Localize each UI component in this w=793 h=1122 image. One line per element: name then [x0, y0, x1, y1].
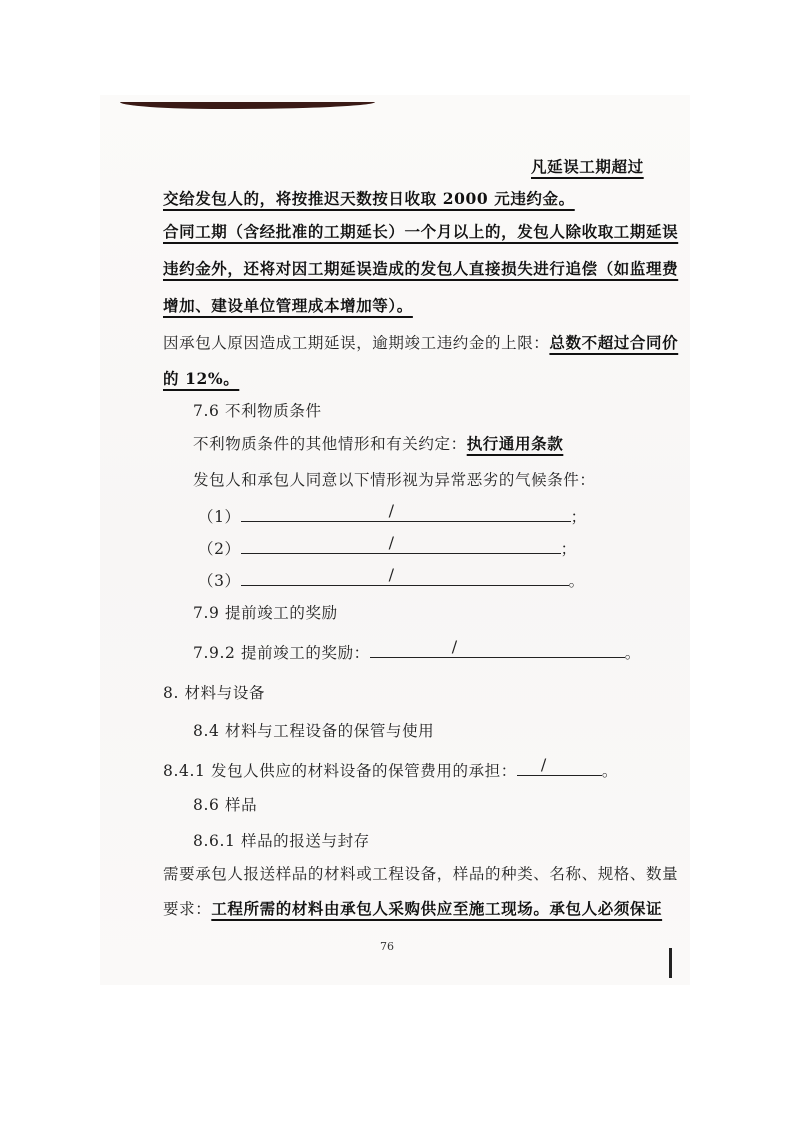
section-heading: 8.6 样品: [193, 796, 258, 814]
blank-line: [241, 501, 571, 522]
page-number: 76: [380, 940, 394, 953]
item-label: （2）: [198, 540, 241, 558]
blank-line: [241, 533, 561, 554]
item-label: 8.4.1 发包人供应的材料设备的保管费用的承担：: [163, 762, 517, 780]
filled-value: 总数不超过合同价: [549, 333, 679, 352]
blank-item: [163, 755, 618, 781]
item-punct: ；: [560, 540, 577, 558]
line-text: 因承包人原因造成工期延误，逾期竣工违约金的上限：: [163, 334, 550, 352]
paragraph-line: 需要承包人报送样品的材料或工程设备，样品的种类、名称、规格、数量: [163, 865, 679, 883]
filled-value: 执行通用条款: [466, 434, 564, 453]
line-text: 不利物质条件的其他情形和有关约定：: [193, 435, 467, 453]
paragraph-line: 违约金外，还将对因工期延误造成的发包人直接损失进行追偿（如监理费: [163, 259, 679, 278]
blank-slash: /: [388, 565, 395, 584]
blank-slash: /: [388, 501, 395, 520]
section-heading: 7.9 提前竣工的奖励: [193, 604, 338, 622]
paragraph-line: [193, 434, 563, 454]
blank-line: [517, 755, 602, 776]
section-heading: 8.6.1 样品的报送与封存: [193, 832, 370, 850]
scan-edge-mark-right: [669, 948, 672, 978]
paragraph-line: 增加、建设单位管理成本增加等）。: [163, 296, 413, 315]
item-label: （1）: [198, 508, 241, 526]
paragraph-line: 交给发包人的，将按推迟天数按日收取 2000 元违约金。: [163, 189, 575, 208]
section-heading: 7.6 不利物质条件: [193, 402, 322, 420]
line-text: 要求：: [163, 900, 212, 918]
item-punct: ；: [570, 508, 587, 526]
filled-value: 工程所需的材料由承包人采购供应至施工现场。承包人必须保证: [211, 899, 663, 918]
blank-slash: /: [540, 755, 547, 774]
paragraph-line: [163, 899, 662, 919]
item-punct: 。: [568, 572, 585, 590]
paragraph-line: 发包人和承包人同意以下情形视为异常恶劣的气候条件：: [193, 471, 596, 489]
item-punct: 。: [601, 762, 618, 780]
blank-item: [198, 533, 577, 559]
blank-item: [198, 501, 587, 527]
item-label: （3）: [198, 572, 241, 590]
paragraph-line: 凡延误工期超过: [531, 157, 644, 176]
item-punct: 。: [624, 644, 641, 662]
blank-item: [198, 565, 585, 591]
section-heading: 8. 材料与设备: [163, 684, 266, 702]
section-heading: 8.4 材料与工程设备的保管与使用: [193, 722, 435, 740]
blank-item: [193, 637, 641, 663]
paragraph-line: 的 12%。: [163, 369, 240, 388]
blank-line: [241, 565, 569, 586]
item-label: 7.9.2 提前竣工的奖励：: [193, 644, 370, 662]
blank-slash: /: [388, 533, 395, 552]
paragraph-line: 合同工期（含经批准的工期延长）一个月以上的，发包人除收取工期延误: [163, 222, 679, 241]
blank-slash: /: [451, 637, 458, 656]
paragraph-line: [163, 333, 678, 353]
blank-line: [370, 637, 625, 658]
